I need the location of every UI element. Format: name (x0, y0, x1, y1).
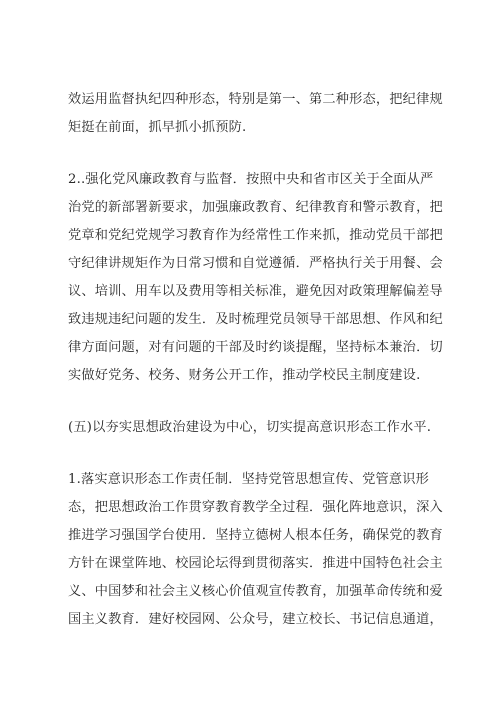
paragraph-line: 1.落实意识形态工作责任制．坚持党管思想宣传、党管意识形 (68, 472, 430, 487)
paragraph-line: 推进学习强国学台使用．坚持立德树人根本任务，确保党的教育 (68, 528, 443, 543)
paragraph-line: 实做好党务、校务、财务公开工作，推动学校民主制度建设. (68, 368, 421, 383)
section-heading: (五)以夯实思想政治建设为中心，切实提高意识形态工作水平. (68, 420, 432, 435)
paragraph-line: 致违规违纪问题的发生．及时梳理党员领导干部思想、作风和纪 (68, 312, 443, 327)
paragraph-line: 议、培训、用车以及费用等相关标准，避免因对政策理解偏差导 (68, 284, 443, 299)
paragraph-line: 义、中国梦和社会主义核心价值观宣传教育，加强革命传统和爱 (68, 584, 443, 599)
paragraph-line: 律方面问题，对有问题的干部及时约谈提醒，坚持标本兼治．切 (68, 340, 443, 355)
paragraph-line: 治党的新部署新要求，加强廉政教育、纪律教育和警示教育，把 (68, 200, 443, 215)
paragraph-line: 效运用监督执纪四种形态，特别是第一、第二种形态，把纪律规 (68, 92, 443, 107)
paragraph-line: 2..强化党风廉政教育与监督．按照中央和省市区关于全面从严 (68, 172, 434, 187)
paragraph-line: 矩挺在前面，抓早抓小抓预防. (68, 120, 247, 135)
paragraph-line: 方针在课堂阵地、校园论坛得到贯彻落实．推进中国特色社会主 (68, 556, 443, 571)
paragraph-line: 态，把思想政治工作贯穿教育教学全过程．强化阵地意识，深入 (68, 500, 443, 515)
paragraph-line: 国主义教育．建好校园网、公众号，建立校长、书记信息通道， (68, 612, 443, 627)
paragraph-line: 党章和党纪党规学习教育作为经常性工作来抓，推动党员干部把 (68, 228, 443, 243)
paragraph-line: 守纪律讲规矩作为日常习惯和自觉遵循．严格执行关于用餐、会 (68, 256, 443, 271)
